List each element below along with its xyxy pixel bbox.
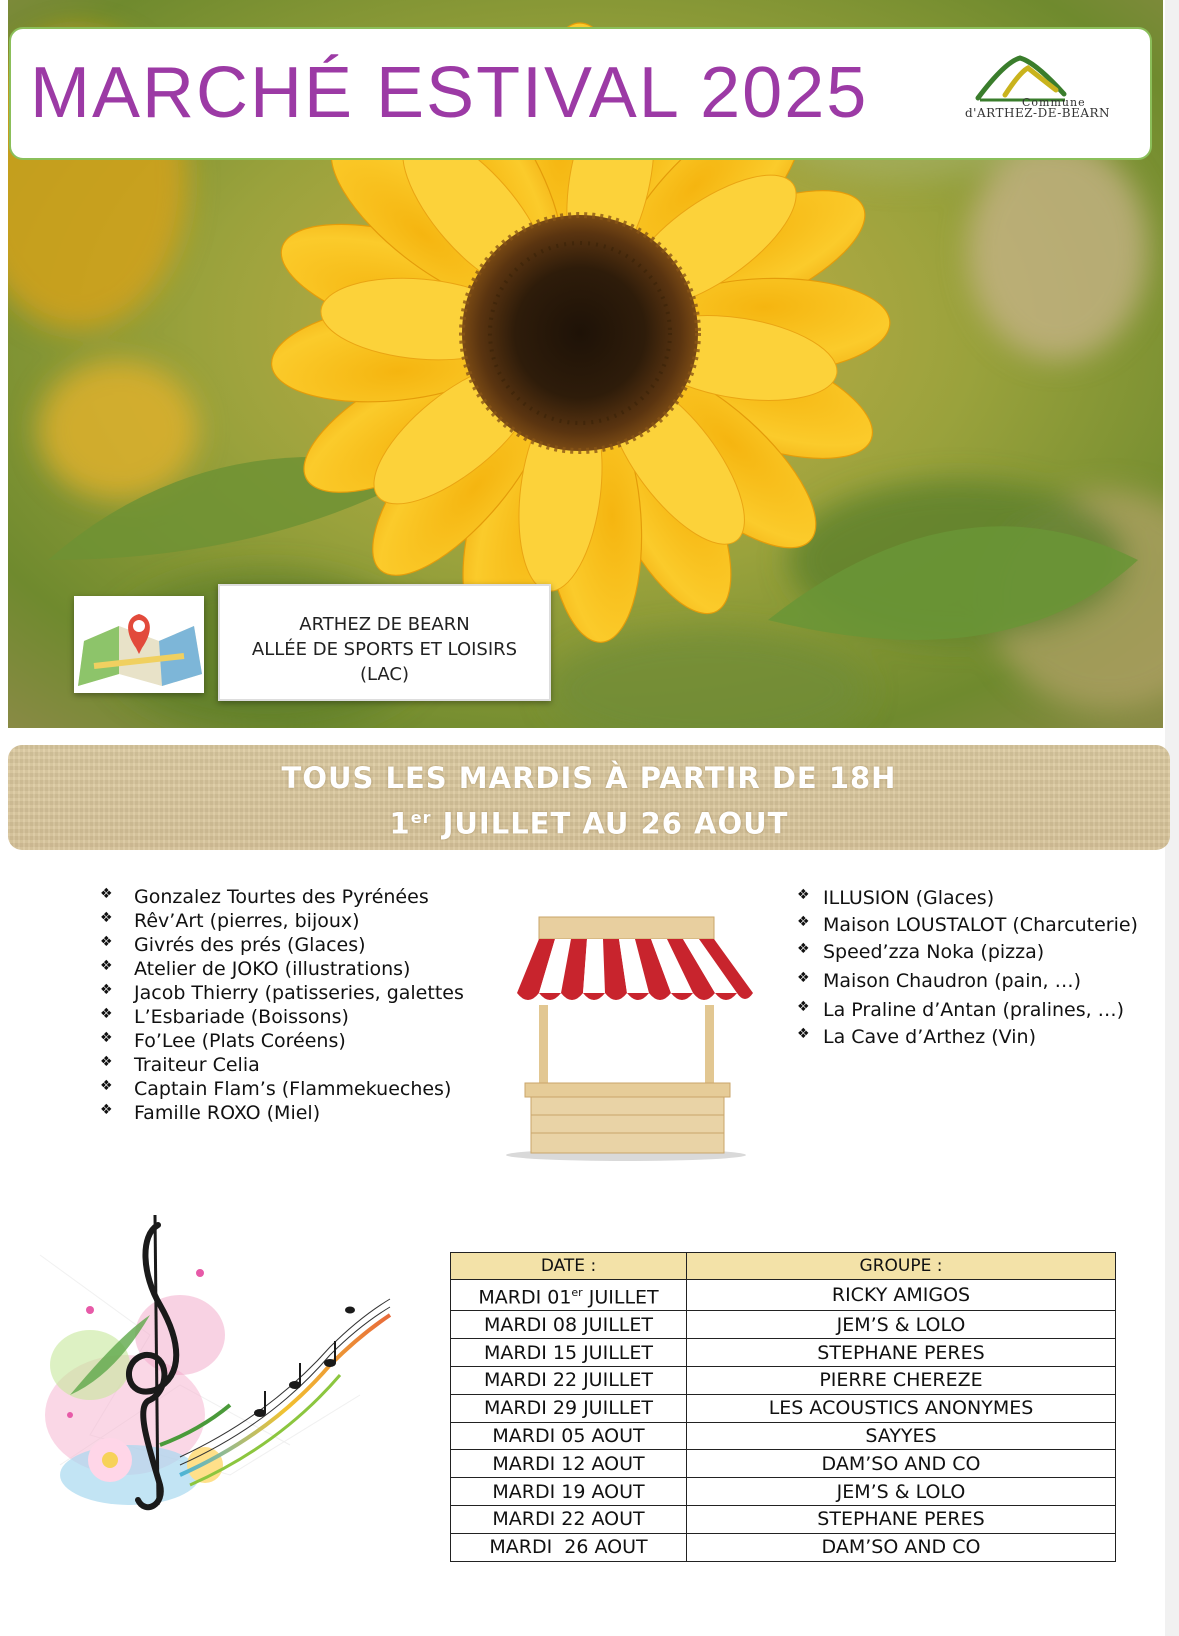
table-row xyxy=(451,1478,1116,1506)
column-header-group: GROUPE : xyxy=(687,1253,1116,1280)
date-cell: MARDI 05 AOUT xyxy=(451,1422,687,1450)
group-cell: STEPHANE PERES xyxy=(687,1339,1116,1367)
table-row xyxy=(451,1422,1116,1450)
group-cell: STEPHANE PERES xyxy=(687,1505,1116,1533)
schedule-banner xyxy=(8,745,1170,850)
address-line-3: (LAC) xyxy=(359,664,410,685)
table-row xyxy=(451,1450,1116,1478)
table-row xyxy=(451,1366,1116,1394)
date-cell: MARDI 12 AOUT xyxy=(451,1450,687,1478)
address-line-1: ARTHEZ DE BEARN xyxy=(299,614,470,635)
group-cell: PIERRE CHEREZE xyxy=(687,1366,1116,1394)
table-header-row xyxy=(451,1253,1116,1280)
banner-line-2: 1er JUILLET AU 26 AOUT xyxy=(389,806,789,841)
date-cell: MARDI 01er JUILLET xyxy=(451,1280,687,1311)
music-notes-illustration xyxy=(30,1215,410,1535)
vendor-list-right: ❖ ILLUSION (Glaces) ❖ Maison LOUSTALOT (Charcuterie) ❖ Speed’zza Noka (pizza) ❖ Maison Chaudron (pain, …) ❖ La Praline d’Antan (pralines, …) ❖ La Cave d’Arthez (Vin) xyxy=(797,887,1138,1048)
market-stall-icon xyxy=(495,915,757,1165)
logo-text-town: d'ARTHEZ-DE-BEARN xyxy=(965,106,1111,120)
date-cell: MARDI 22 JUILLET xyxy=(451,1366,687,1394)
table-row xyxy=(451,1394,1116,1422)
group-cell: LES ACOUSTICS ANONYMES xyxy=(687,1394,1116,1422)
column-header-date: DATE : xyxy=(451,1253,687,1280)
group-cell: SAYYES xyxy=(687,1422,1116,1450)
map-pin-icon xyxy=(74,596,204,693)
banner-line-1: TOUS LES MARDIS À PARTIR DE 18H xyxy=(281,761,897,795)
page-title: MARCHÉ ESTIVAL 2025 xyxy=(30,53,869,133)
date-cell: MARDI 26 AOUT xyxy=(451,1533,687,1561)
group-cell: DAM’SO AND CO xyxy=(687,1450,1116,1478)
table-row xyxy=(451,1505,1116,1533)
address-line-2: ALLÉE DE SPORTS ET LOISIRS xyxy=(251,639,518,660)
schedule-table xyxy=(450,1252,1116,1562)
address-box xyxy=(218,584,551,701)
vendor-list-left: ❖ Gonzalez Tourtes des Pyrénées ❖ Rêv’Art (pierres, bijoux) ❖ Givrés des prés (Glaces) ❖ Atelier de JOKO (illustrations) ❖ Jacob Thierry (patisseries, galettes ❖ L’Esbariade (Boissons) ❖ Fo’Lee (Plats Coréens) ❖ Traiteur Celia ❖ Captain Flam’s (Flammekueches) ❖ Famille ROXO (Miel) xyxy=(100,886,464,1124)
date-cell: MARDI 08 JUILLET xyxy=(451,1311,687,1339)
group-cell: DAM’SO AND CO xyxy=(687,1533,1116,1561)
table-row xyxy=(451,1280,1116,1311)
date-cell: MARDI 22 AOUT xyxy=(451,1505,687,1533)
group-cell: JEM’S & LOLO xyxy=(687,1478,1116,1506)
date-cell: MARDI 19 AOUT xyxy=(451,1478,687,1506)
table-row xyxy=(451,1533,1116,1561)
date-cell: MARDI 15 JUILLET xyxy=(451,1339,687,1367)
table-row xyxy=(451,1339,1116,1367)
date-cell: MARDI 29 JUILLET xyxy=(451,1394,687,1422)
group-cell: RICKY AMIGOS xyxy=(687,1280,1116,1311)
logo-text-commune: Commune xyxy=(1022,96,1086,109)
group-cell: JEM’S & LOLO xyxy=(687,1311,1116,1339)
table-row xyxy=(451,1311,1116,1339)
